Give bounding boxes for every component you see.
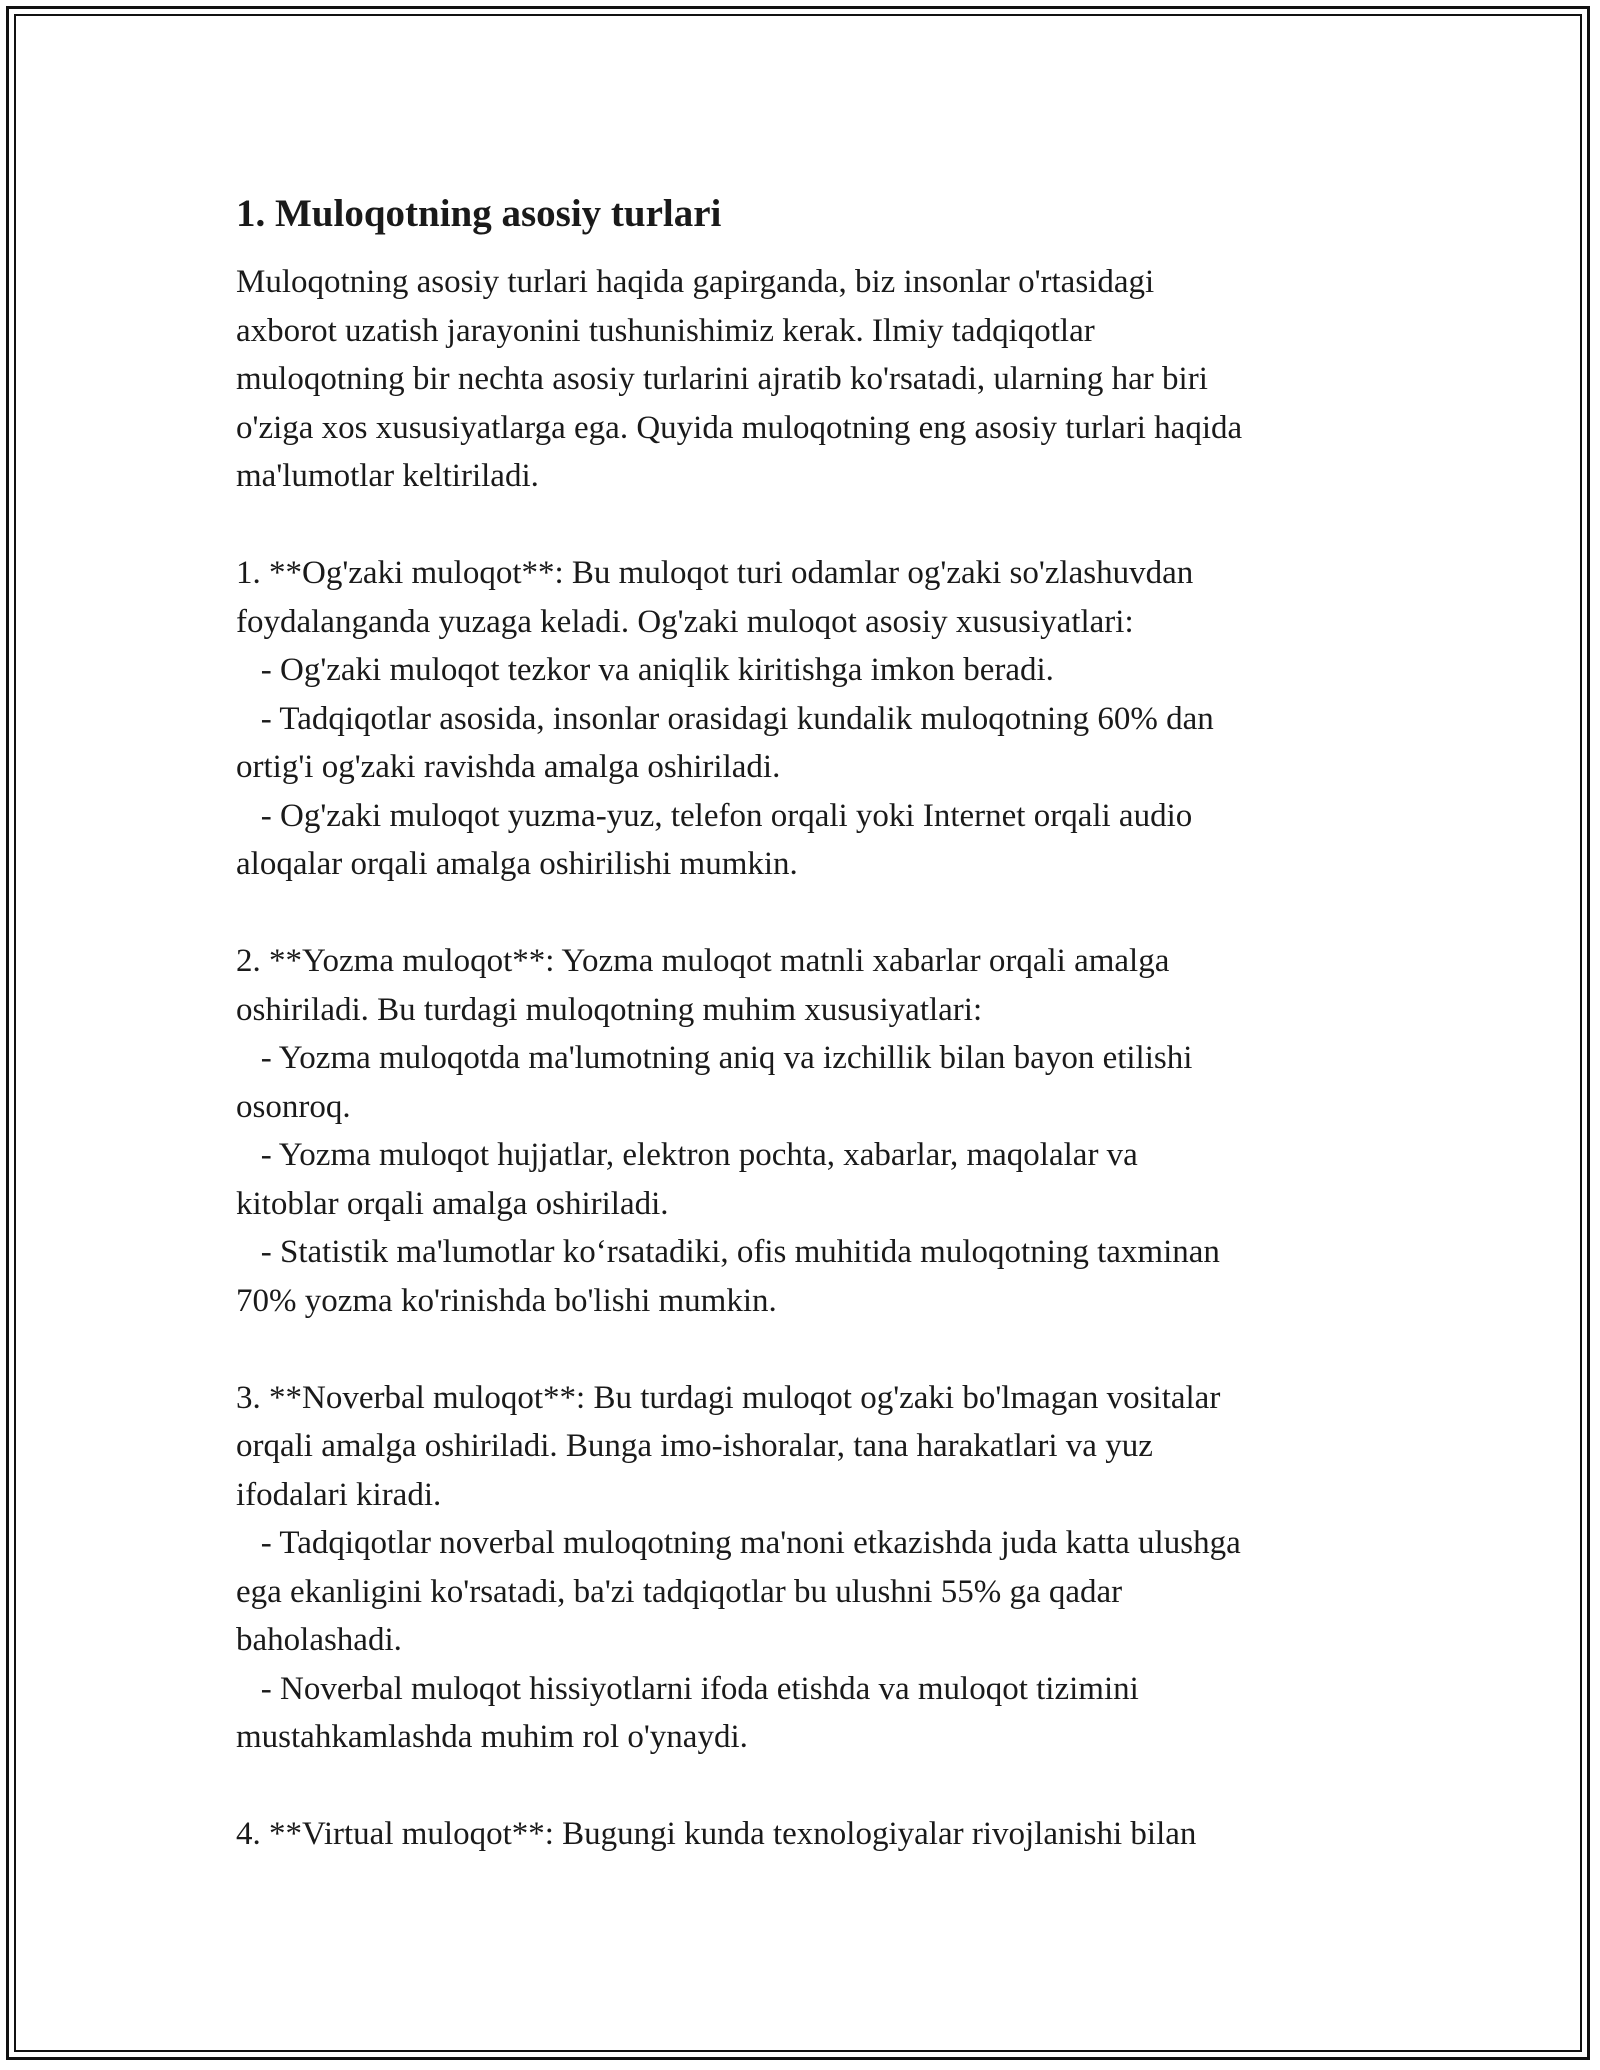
text-line: mustahkamlashda muhim rol o'ynaydi. — [236, 1719, 748, 1755]
text-line: ortig'i og'zaki ravishda amalga oshiriladi. — [236, 749, 781, 785]
intro-paragraph — [236, 258, 1366, 501]
text-line: - Yozma muloqotda ma'lumotning aniq va izchillik bilan bayon etilishi — [236, 1040, 1193, 1076]
text-line: o'ziga xos xususiyatlarga ega. Quyida muloqotning eng asosiy turlari haqida — [236, 409, 1243, 446]
text-line: axborot uzatish jarayonini tushunishimiz kerak. Ilmiy tadqiqotlar — [236, 312, 1095, 349]
text-line: aloqalar orqali amalga oshirilishi mumkin. — [236, 846, 798, 882]
text-line: - Noverbal muloqot hissiyotlarni ifoda etishda va muloqot tizimini — [236, 1670, 1139, 1707]
written-communication-paragraph — [236, 937, 1366, 1325]
text-line: kitoblar orqali amalga oshiriladi. — [236, 1185, 669, 1222]
virtual-communication-paragraph — [236, 1810, 1366, 1859]
document-body — [236, 188, 1366, 1859]
text-line: 4. **Virtual muloqot**: Bugungi kunda texnologiyalar rivojlanishi bilan — [236, 1816, 1197, 1852]
text-line: osonroq. — [236, 1088, 351, 1125]
text-line: 70% yozma ko'rinishda bo'lishi mumkin. — [236, 1282, 777, 1319]
text-line: ma'lumotlar keltiriladi. — [236, 458, 539, 494]
section-heading: 1. Muloqotning asosiy turlari — [236, 192, 722, 235]
text-line: orqali amalga oshiriladi. Bunga imo-ishoralar, tana harakatlari va yuz — [236, 1428, 1153, 1464]
nonverbal-communication-paragraph — [236, 1374, 1366, 1762]
text-line: - Statistik ma'lumotlar ko‘rsatadiki, ofis muhitida muloqotning taxminan — [236, 1234, 1220, 1270]
text-line: ega ekanligini ko'rsatadi, ba'zi tadqiqotlar bu ulushni 55% ga qadar — [236, 1573, 1123, 1610]
text-line: - Yozma muloqot hujjatlar, elektron pochta, xabarlar, maqolalar va — [236, 1137, 1138, 1173]
text-line: foydalanganda yuzaga keladi. Og'zaki muloqot asosiy xususiyatlari: — [236, 603, 1134, 640]
paragraph-gap — [236, 889, 1366, 938]
text-line: muloqotning bir nechta asosiy turlarini ajratib ko'rsatadi, ularning har biri — [236, 361, 1208, 397]
text-line: oshiriladi. Bu turdagi muloqotning muhim xususiyatlari: — [236, 991, 983, 1028]
paragraph-gap — [236, 1325, 1366, 1374]
text-line: - Tadqiqotlar asosida, insonlar orasidagi kundalik muloqotning 60% dan — [236, 700, 1214, 737]
text-line: ifodalari kiradi. — [236, 1476, 442, 1513]
paragraph-gap — [236, 501, 1366, 550]
text-line: - Og'zaki muloqot yuzma-yuz, telefon orqali yoki Internet orqali audio — [236, 797, 1193, 834]
oral-communication-paragraph — [236, 549, 1366, 889]
text-line: 3. **Noverbal muloqot**: Bu turdagi muloqot og'zaki bo'lmagan vositalar — [236, 1379, 1221, 1416]
text-line: Muloqotning asosiy turlari haqida gapirganda, biz insonlar o'rtasidagi — [236, 264, 1155, 300]
text-line: baholashadi. — [236, 1622, 402, 1658]
text-line: 1. **Og'zaki muloqot**: Bu muloqot turi odamlar og'zaki so'zlashuvdan — [236, 555, 1194, 591]
text-line: 2. **Yozma muloqot**: Yozma muloqot matnli xabarlar orqali amalga — [236, 943, 1170, 979]
paragraph-gap — [236, 1762, 1366, 1811]
text-line: - Tadqiqotlar noverbal muloqotning ma'noni etkazishda juda katta ulushga — [236, 1525, 1241, 1561]
text-line: - Og'zaki muloqot tezkor va aniqlik kiritishga imkon beradi. — [236, 652, 1054, 688]
